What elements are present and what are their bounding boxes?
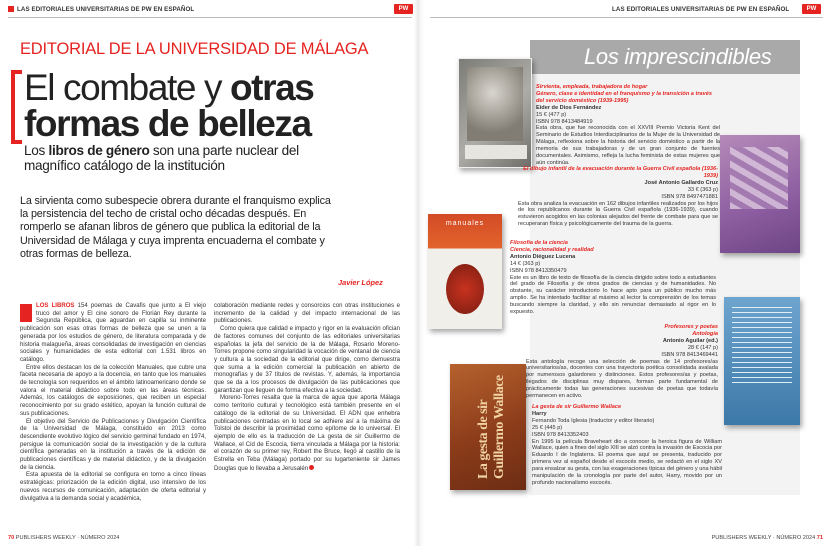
pw-logo: PW	[394, 4, 413, 14]
section-kicker: EDITORIAL DE LA UNIVERSIDAD DE MÁLAGA	[20, 40, 369, 58]
headline-line-1: El combate y otras	[24, 67, 314, 108]
cover-series-label: manuales	[445, 220, 485, 227]
imprescindibles-title: Los imprescindibles	[584, 44, 772, 69]
book-cover-dibujo-infantil	[720, 135, 800, 253]
book-entry-4: Profesores y poetas Antología Antonio Aguilar (ed.) 28 € (147 p) ISBN 978 8413469441 Esta antología recoge una selección de poemas de 14 profesores/as universitarios/as, docentes con una trayectoria poética consolidada avalada por numerosos galardones y distinciones. Estos profesores/as y poetas, llegados de disciplinas muy dispares, forman parte fundamental de prácticamente todas las generaciones sucesivas de poetas que todavía permanecen en activo.	[526, 324, 718, 400]
header-rule	[8, 17, 412, 18]
cover-text-lines	[732, 307, 792, 387]
book-entry-2: El dibujo infantil de la evacuación durante la Guerra Civil española (1936-1939) José Antonio Gallardo Cruz 33 € (363 p) ISBN 978 8497471881 Esta obra analiza la evacuación en 162 dibujos infantiles realizados por los hijos de los republicanos durante la Guerra Civil española (1936-1939), cuando estuvieron acogidos en las colonias alejados del frente de combate para que se recuperaran física y psicológicamente del trauma de la guerra.	[518, 166, 718, 228]
running-head-right: LAS EDITORIALES UNIVERSITARIAS DE PW EN ESPAÑOL	[612, 6, 790, 13]
book-entry-3: Filosofía de la ciencia Ciencia, racionalidad y realidad Antonio Diéguez Lucena 14 € (363 p) ISBN 978 8413350479 Este es un libro de texto de filosofía de la ciencia dirigido sobre todo a estudiantes del grado de Filosofía y de otros grados de ciencias y de humanidades. No obstante, su carácter introductorio lo hace apto para un público mucho más amplio. Se ha intentado facilitar al máximo al lector la comprensión de los temas buscando siempre la claridad, y ello sin renunciar demasiado al rigor en lo expuesto.	[510, 240, 716, 316]
lead-paragraph: La sirvienta como subespecie obrera durante el franquismo explica la persistencia del techo de cristal ocho décadas después. En romperlo se afanan libros de género que publica la editorial de la Universidad de Málaga y cuya imprenta encuaderna el combate y otras formas de belleza.	[20, 195, 331, 260]
book-cover-profesores-poetas	[724, 297, 800, 425]
body-column-1	[20, 303, 206, 503]
cover-sphere	[446, 264, 484, 314]
body-paragraph: Entre ellos destacan los de la colección Manuales, que cubre una faceta necesaria de apoyo a la docencia, en tanto que los manuales de tecnología son requeridos en el ámbito latinoamericano donde se valora el material didáctico sobre todo en las áreas técnicas. Además, los catálogos de exposiciones, que reciben un especial reconocimiento por su grado estético, apoyan la función cultural de sus publicaciones.	[20, 364, 206, 417]
cover-title-strip	[465, 145, 527, 159]
body-paragraph: LOS LIBROS 154 poemas de Cavafis que junto a El viejo truco del amor y El cine sonoro de Florián Rey durante la Segunda República, que aguardan en capilla su inminente publicación son esas otras formas de belleza que se unen a la generada por los estudios de género, de literatura comparada y de historia malagueña, áreas consolidadas de investigación en ciencias sociales y humanidades de esta editorial con 1.531 libros en catálogo.	[20, 303, 206, 363]
red-square-icon	[8, 6, 14, 12]
book-entry-5: La gesta de sir Guillermo Wallace Harry Fernando Toda Iglesia (traductor y editor literario) 25 € (445 p) ISBN 978 8413352403 En 1995 la película Braveheart dio a conocer la heroica figura de William Wallace, quien a fines del siglo XIII se alzó contra la invasión de Escocia por Eduardo I de Inglaterra. El poema que aquí se presenta, traducido por primera vez al español desde el escocés medio, se redactó en el siglo XV para ensalzar su gesta, con las exageraciones típicas del género y una hábil manipulación de la cronología por parte del autor, Harry, movido por un profundo nacionalismo escocés.	[532, 404, 722, 486]
cover-title: La gesta de sir Guillermo Wallace	[476, 375, 507, 479]
drop-cap-block	[20, 304, 32, 322]
title-bracket	[11, 70, 22, 144]
body-paragraph: Como quiera que calidad e impacto y rigor en la evaluación ofician de factores comunes del conjunto de las editoriales universitarias españolas la jefa del servicio de la de Málaga, Rosario Moreno-Torres propone como singularidad la vocación de ventanal de ciencia y cultura a la sociedad de la editorial que dirige, como demuestra que suma a la edición comercial la publicación en abierto de monografías y de 37 títulos de revistas. Y, además, la importancia que se da a los procesos de divulgación de las publicaciones que garantizan que lleguen de forma efectiva a la sociedad.	[214, 326, 400, 394]
page-gutter	[414, 0, 424, 546]
pw-logo: PW	[802, 4, 821, 14]
book-cover-sirvienta	[458, 58, 532, 168]
folio-left: 70 PUBLISHERS WEEKLY · NÚMERO 2024	[8, 535, 120, 541]
body-paragraph: Esta apuesta de la editorial se configura en torno a cinco líneas estratégicas: priorización de la edición digital, uso intensivo de los nuevos recursos de comunicación, adaptación de oferta editorial y divulgativa a la demanda social y académica,	[20, 472, 206, 502]
book-cover-gesta	[450, 364, 526, 490]
book-entry-1: Sirvienta, empleada, trabajadora de hogar Género, clase e identidad en el franquismo y la transición a través del servicio doméstico (1939-1995) Eider de Dios Fernández 15 € (477 p) ISBN 978 8413484919 Esta obra, que fue reconocida con el XXVIII Premio Victoria Kent del Seminario de Estudios Interdisciplinarios de la Mujer de la Universidad de Málaga, reflexiona sobre la historia del servicio doméstico a partir de la memoria de sus trabajadoras y de un gran conjunto de fuentes documentales. Asimismo, refleja la lucha feminista de estas mujeres que aún continúa.	[536, 84, 720, 166]
body-paragraph: El objetivo del Servicio de Publicaciones y Divulgación Científica de la Universidad de Málaga, constituido en 2013 como descendiente evolutivo lógico del servicio germinal fundado en 1974, persigue la comunicación social de la investigación y de la cultura científica generadas en la institución a través de la edición de publicaciones científicas y de material didáctico, y de la divulgación de la ciencia.	[20, 418, 206, 471]
body-paragraph: Moreno-Torres resalta que la marca de agua que aporta Málaga como territorio cultural y tecnológico está también presente en el catálogo de la editorial de su Universidad. El ADN que enhebra publicaciones centradas en lo local se adhiere así a la máxima de Tolstoi de describir la proximidad como epítome de lo universal. El ejemplo de ello es la traducción de La gesta de sir Guillermo de Wallace, el Cid de Escocia, tierra vinculada a Málaga por la historia: el corazón de su primer rey, Robert the Bruce, llegó al castillo de la Estrella en Teba (Málaga) portado por su lugarteniente sir James Douglas que lo llevaba a Jerusalén	[214, 395, 400, 472]
header-rule	[430, 17, 823, 18]
folio-right: PUBLISHERS WEEKLY · NÚMERO 2024 71	[711, 535, 823, 541]
end-mark-icon	[309, 465, 314, 470]
headline-line-2: formas de belleza	[24, 103, 311, 144]
subtitle: Los libros de género son una parte nuclear del magnífico catálogo de la institución	[24, 143, 299, 173]
running-head-left: LAS EDITORIALES UNIVERSITARIAS DE PW EN ESPAÑOL	[8, 6, 194, 13]
cover-photo	[467, 67, 523, 141]
body-paragraph: colaboración mediante redes y consorcios con otras instituciones e incremento de la calidad y del impacto internacional de las publicaciones.	[214, 303, 400, 325]
book-cover-filosofia	[428, 214, 502, 329]
cover-drawing	[730, 147, 788, 209]
author-byline: Javier López	[338, 278, 383, 287]
body-column-2	[214, 303, 400, 473]
